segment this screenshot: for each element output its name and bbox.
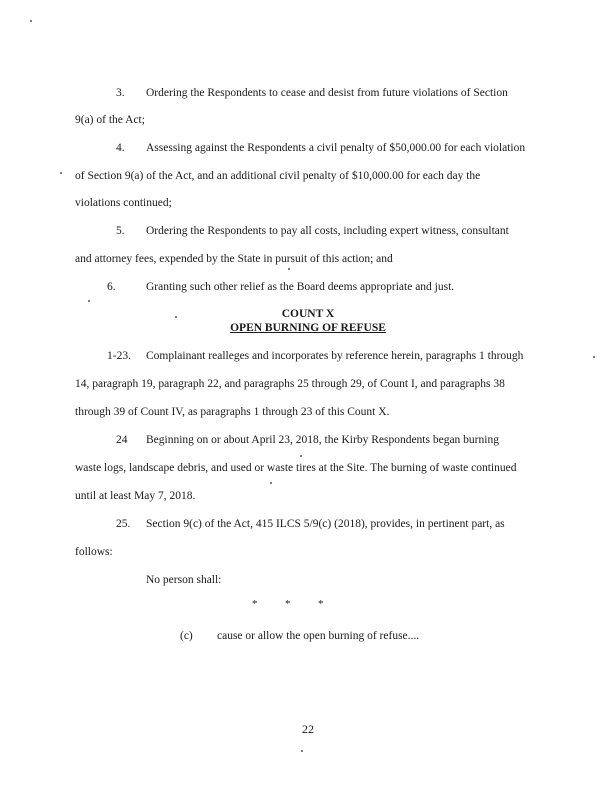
scan-speck <box>593 356 595 358</box>
paragraph-text-line: through 39 of Count IV, as paragraphs 1 through 23 of this Count X. <box>75 406 390 418</box>
paragraph-number: 4. <box>116 142 125 154</box>
paragraph-text-line: Ordering the Respondents to pay all costs, including expert witness, consultant <box>146 225 509 237</box>
paragraph-number: 24 <box>116 434 128 446</box>
quote-intro: No person shall: <box>146 574 222 586</box>
paragraph-number: 6. <box>107 281 116 293</box>
paragraph-text-line: Section 9(c) of the Act, 415 ILCS 5/9(c) (2018), provides, in pertinent part, as <box>146 518 505 530</box>
scan-speck <box>30 20 32 22</box>
scan-speck <box>175 316 177 318</box>
paragraph-text-line: waste logs, landscape debris, and used or waste tires at the Site. The burning of waste continued <box>75 462 517 474</box>
count-subheading: OPEN BURNING OF REFUSE <box>230 322 386 334</box>
paragraph-number: 5. <box>116 225 125 237</box>
paragraph-text-line: Complainant realleges and incorporates by reference herein, paragraphs 1 through <box>146 350 524 362</box>
paragraph-text-line: 9(a) of the Act; <box>75 114 145 126</box>
paragraph-number: 25. <box>116 518 131 530</box>
paragraph-text-line: Beginning on or about April 23, 2018, the Kirby Respondents began burning <box>146 434 499 446</box>
scan-speck <box>88 300 90 302</box>
paragraph-number: 1-23. <box>107 350 131 362</box>
scan-speck <box>270 482 272 484</box>
count-heading: COUNT X <box>281 308 335 320</box>
paragraph-text-line: of Section 9(a) of the Act, and an additional civil penalty of $10,000.00 for each day the <box>75 170 481 182</box>
paragraph-text-line: follows: <box>75 546 113 558</box>
paragraph-text-line: until at least May 7, 2018. <box>75 490 196 502</box>
scan-speck <box>288 268 290 270</box>
section-omission-stars: * * * <box>252 598 324 610</box>
paragraph-text-line: Ordering the Respondents to cease and desist from future violations of Section <box>146 87 508 99</box>
paragraph-number: 3. <box>116 87 125 99</box>
paragraph-text-line: and attorney fees, expended by the State in pursuit of this action; and <box>75 253 393 265</box>
scan-speck <box>301 750 303 752</box>
scan-speck <box>60 172 62 174</box>
quote-item-label: (c) <box>180 630 193 642</box>
paragraph-text-line: Assessing against the Respondents a civil penalty of $50,000.00 for each violation <box>146 142 526 154</box>
paragraph-text-line: Granting such other relief as the Board deems appropriate and just. <box>146 281 455 293</box>
paragraph-text-line: violations continued; <box>75 197 172 209</box>
scan-speck <box>300 455 302 457</box>
paragraph-text-line: 14, paragraph 19, paragraph 22, and paragraphs 25 through 29, of Count I, and paragraphs 38 <box>75 378 505 390</box>
page-number: 22 <box>302 722 314 736</box>
quote-item-text: cause or allow the open burning of refuse.... <box>217 630 420 642</box>
